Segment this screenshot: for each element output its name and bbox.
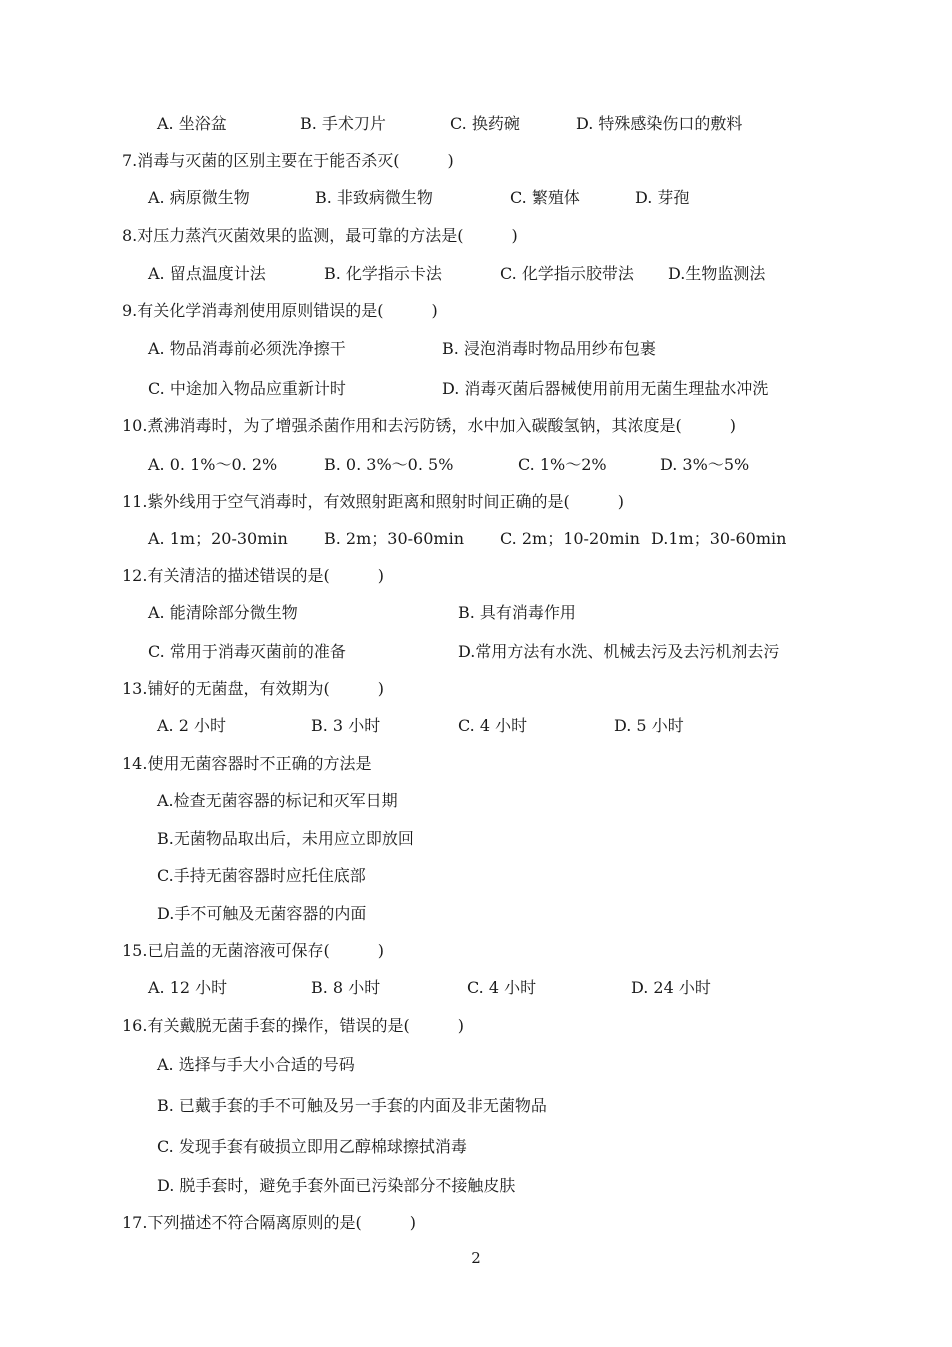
option: C. 化学指示胶带法	[500, 264, 634, 283]
option: D.1m；30-60min	[651, 529, 787, 548]
question-stem: 11.紫外线用于空气消毒时，有效照射距离和照射时间正确的是( )	[122, 492, 624, 511]
question-stem: 14.使用无菌容器时不正确的方法是	[122, 754, 372, 773]
option: A. 能清除部分微生物	[148, 603, 298, 622]
option: A. 0. 1%～0. 2%	[148, 455, 278, 474]
question-stem: 7.消毒与灭菌的区别主要在于能否杀灭( )	[122, 151, 454, 170]
page-number: 2	[471, 1249, 481, 1267]
option: D. 3%～5%	[660, 455, 750, 474]
option: A. 留点温度计法	[148, 264, 266, 283]
option: D. 5 小时	[614, 716, 684, 735]
question-stem: 16.有关戴脱无菌手套的操作，错误的是( )	[122, 1016, 464, 1035]
option: A. 选择与手大小合适的号码	[157, 1055, 355, 1074]
question-stem: 12.有关清洁的描述错误的是( )	[122, 566, 384, 585]
option: A. 病原微生物	[148, 188, 250, 207]
option: B. 3 小时	[311, 716, 381, 735]
option: C. 1%～2%	[518, 455, 607, 474]
question-stem: 10.煮沸消毒时，为了增强杀菌作用和去污防锈，水中加入碳酸氢钠，其浓度是( )	[122, 416, 736, 435]
option: B.无菌物品取出后，未用应立即放回	[157, 829, 414, 848]
option: C. 换药碗	[450, 114, 520, 133]
option: C. 发现手套有破损立即用乙醇棉球擦拭消毒	[157, 1137, 467, 1156]
option: A. 1m；20-30min	[148, 529, 288, 548]
option: C. 常用于消毒灭菌前的准备	[148, 642, 346, 661]
option: B. 化学指示卡法	[324, 264, 442, 283]
option: C. 2m；10-20min	[500, 529, 640, 548]
option: C. 中途加入物品应重新计时	[148, 379, 346, 398]
option: B. 2m；30-60min	[324, 529, 465, 548]
option: D.手不可触及无菌容器的内面	[157, 904, 367, 923]
question-stem: 13.铺好的无菌盘，有效期为( )	[122, 679, 384, 698]
question-stem: 15.已启盖的无菌溶液可保存( )	[122, 941, 384, 960]
question-stem: 17.下列描述不符合隔离原则的是( )	[122, 1213, 416, 1232]
option: B. 已戴手套的手不可触及另一手套的内面及非无菌物品	[157, 1096, 547, 1115]
option: D. 特殊感染伤口的敷料	[576, 114, 743, 133]
option: C.手持无菌容器时应托住底部	[157, 866, 366, 885]
option: D. 脱手套时，避免手套外面已污染部分不接触皮肤	[157, 1176, 516, 1195]
option: D. 24 小时	[631, 978, 711, 997]
option: B. 手术刀片	[300, 114, 386, 133]
option: D.常用方法有水洗、机械去污及去污机剂去污	[458, 642, 780, 661]
question-stem: 9.有关化学消毒剂使用原则错误的是( )	[122, 301, 438, 320]
option: C. 4 小时	[458, 716, 528, 735]
option: A. 2 小时	[157, 716, 226, 735]
option: B. 0. 3%～0. 5%	[324, 455, 454, 474]
option: A. 物品消毒前必须洗净擦干	[148, 339, 346, 358]
question-stem: 8.对压力蒸汽灭菌效果的监测，最可靠的方法是( )	[122, 226, 518, 245]
option: D. 消毒灭菌后器械使用前用无菌生理盐水冲洗	[442, 379, 769, 398]
option: A. 坐浴盆	[157, 114, 227, 133]
option: A.检查无菌容器的标记和灭军日期	[157, 791, 398, 810]
option: B. 非致病微生物	[315, 188, 433, 207]
option: B. 具有消毒作用	[458, 603, 576, 622]
option: D. 芽孢	[635, 188, 690, 207]
option: B. 浸泡消毒时物品用纱布包裹	[442, 339, 656, 358]
option: C. 4 小时	[467, 978, 537, 997]
option: C. 繁殖体	[510, 188, 580, 207]
option: D.生物监测法	[668, 264, 766, 283]
option: B. 8 小时	[311, 978, 381, 997]
option: A. 12 小时	[148, 978, 228, 997]
